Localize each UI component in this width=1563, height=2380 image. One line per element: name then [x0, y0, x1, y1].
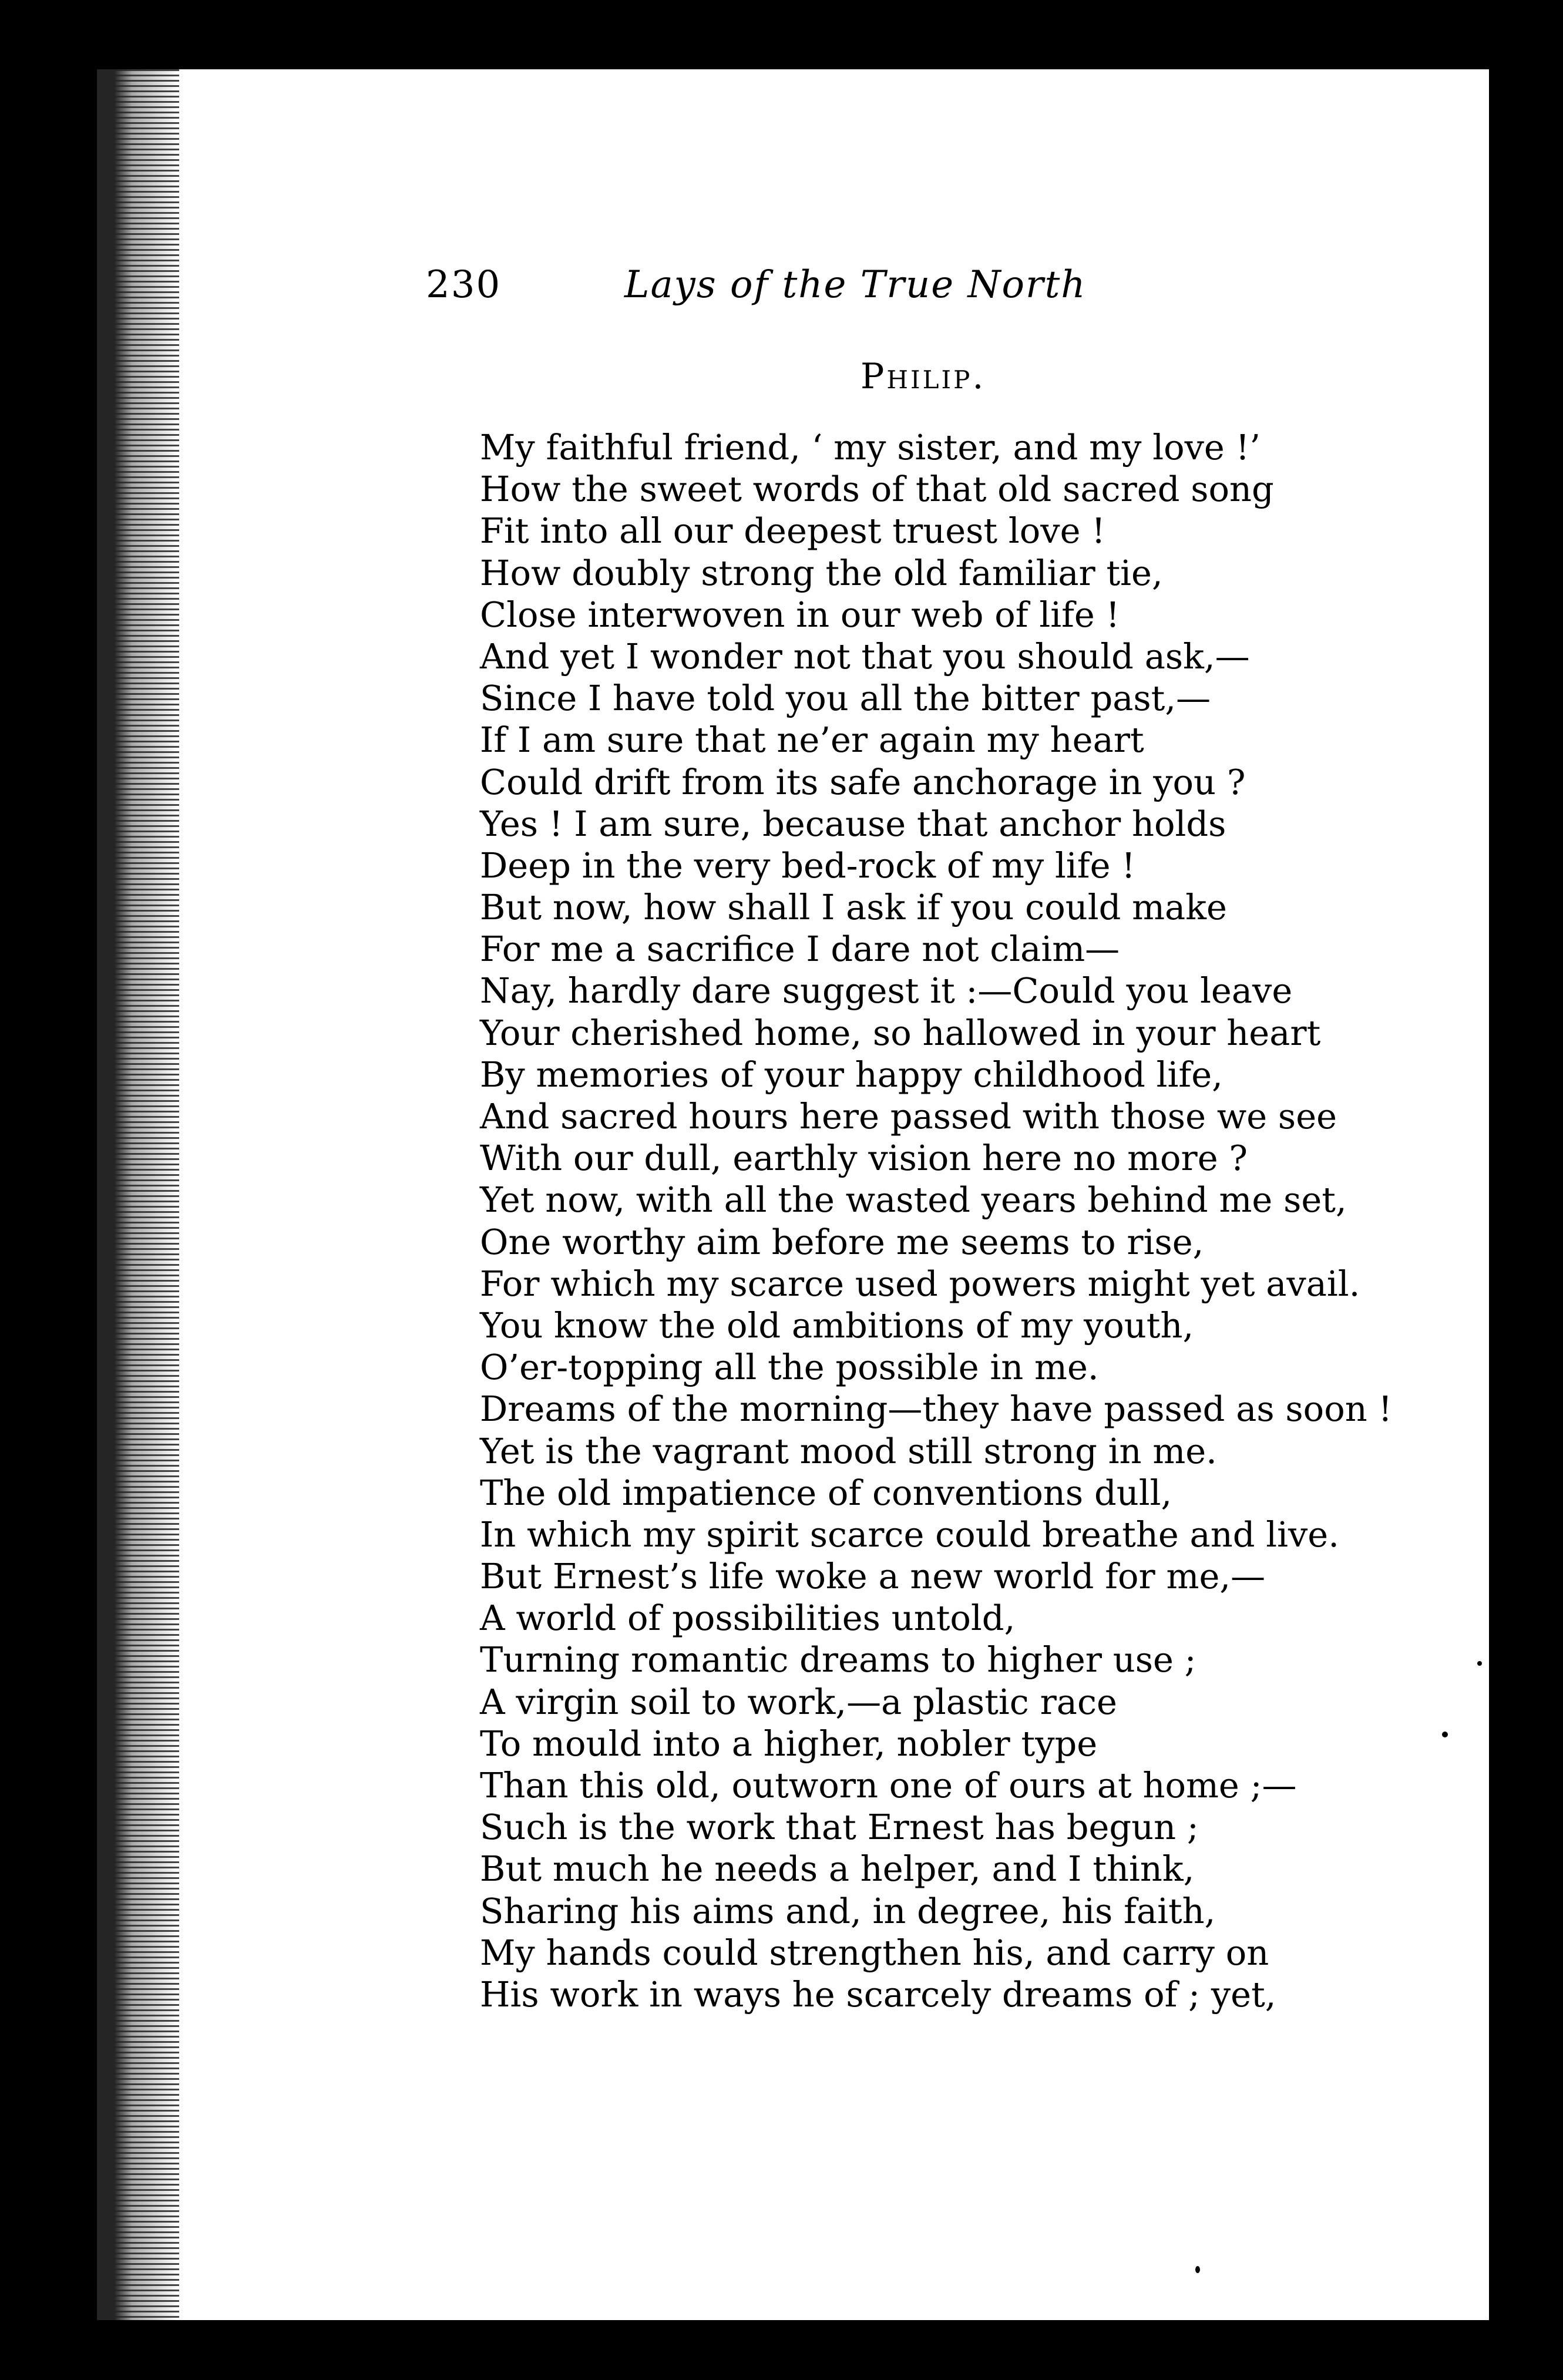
poem-line: By memories of your happy childhood life, — [480, 1054, 1223, 1095]
poem-line: For which my scarce used powers might yet avail. — [480, 1263, 1360, 1304]
poem-line: You know the old ambitions of my youth, — [480, 1305, 1194, 1346]
book-page — [97, 69, 1511, 2320]
poem-line: To mould into a higher, nobler type — [480, 1723, 1098, 1764]
poem-line: Your cherished home, so hallowed in your heart — [480, 1012, 1321, 1053]
poem-line: Could drift from its safe anchorage in you ? — [480, 761, 1246, 802]
poem-line: In which my spirit scarce could breathe and live. — [480, 1514, 1339, 1555]
poem-line: Nay, hardly dare suggest it :—Could you leave — [480, 970, 1293, 1011]
poem-line: With our dull, earthly vision here no more ? — [480, 1138, 1248, 1179]
poem-line: One worthy aim before me seems to rise, — [480, 1221, 1204, 1262]
poem-line: But much he needs a helper, and I think, — [480, 1848, 1195, 1890]
poem-line: A virgin soil to work,—a plastic race — [480, 1681, 1117, 1722]
poem-line: My faithful friend, ‘ my sister, and my love !’ — [480, 427, 1261, 468]
poem-line: Since I have told you all the bitter past,— — [480, 678, 1211, 719]
poem-line: But Ernest’s life woke a new world for me,— — [480, 1556, 1266, 1597]
poem-line: And sacred hours here passed with those we see — [480, 1096, 1337, 1137]
poem-line: The old impatience of conventions dull, — [480, 1472, 1172, 1513]
poem-title: Philip. — [861, 356, 986, 397]
poem-line: Such is the work that Ernest has begun ; — [480, 1807, 1199, 1848]
page-number: 230 — [426, 263, 502, 307]
poem-line: Turning romantic dreams to higher use ; — [480, 1639, 1196, 1680]
scan-speck — [1195, 2266, 1200, 2273]
scan-speck — [1442, 1732, 1448, 1737]
poem-line: His work in ways he scarcely dreams of ; yet, — [480, 1974, 1276, 2015]
poem-line: If I am sure that ne’er again my heart — [480, 720, 1144, 761]
poem-line: Dreams of the morning—they have passed as soon ! — [480, 1389, 1393, 1430]
poem-line: Fit into all our deepest truest love ! — [480, 510, 1105, 552]
poem-line: Yes ! I am sure, because that anchor holds — [480, 803, 1226, 844]
poem-line: Deep in the very bed-rock of my life ! — [480, 845, 1135, 886]
book-title: Lays of the True North — [624, 263, 1087, 307]
poem-body — [480, 426, 1502, 2015]
poem-line: Close interwoven in our web of life ! — [480, 594, 1120, 635]
poem-line: How doubly strong the old familiar tie, — [480, 552, 1163, 593]
poem-line: And yet I wonder not that you should ask,— — [480, 636, 1250, 677]
running-header — [426, 263, 1295, 328]
scanned-page-edge — [97, 69, 179, 2320]
poem-line: O’er-topping all the possible in me. — [480, 1347, 1099, 1388]
poem-line: Sharing his aims and, in degree, his faith, — [480, 1890, 1216, 1931]
poem-line: A world of possibilities untold, — [480, 1598, 1016, 1639]
poem-line: Yet is the vagrant mood still strong in me. — [480, 1430, 1217, 1471]
poem-line: Than this old, outworn one of ours at home ;— — [480, 1765, 1297, 1806]
poem-line: For me a sacrifice I dare not claim— — [480, 929, 1120, 970]
poem-line: How the sweet words of that old sacred song — [480, 469, 1274, 510]
scan-speck — [1477, 1661, 1482, 1666]
poem-line: But now, how shall I ask if you could make — [480, 887, 1227, 928]
poem-line: Yet now, with all the wasted years behind me set, — [480, 1179, 1347, 1221]
poem-line: My hands could strengthen his, and carry on — [480, 1932, 1269, 1973]
